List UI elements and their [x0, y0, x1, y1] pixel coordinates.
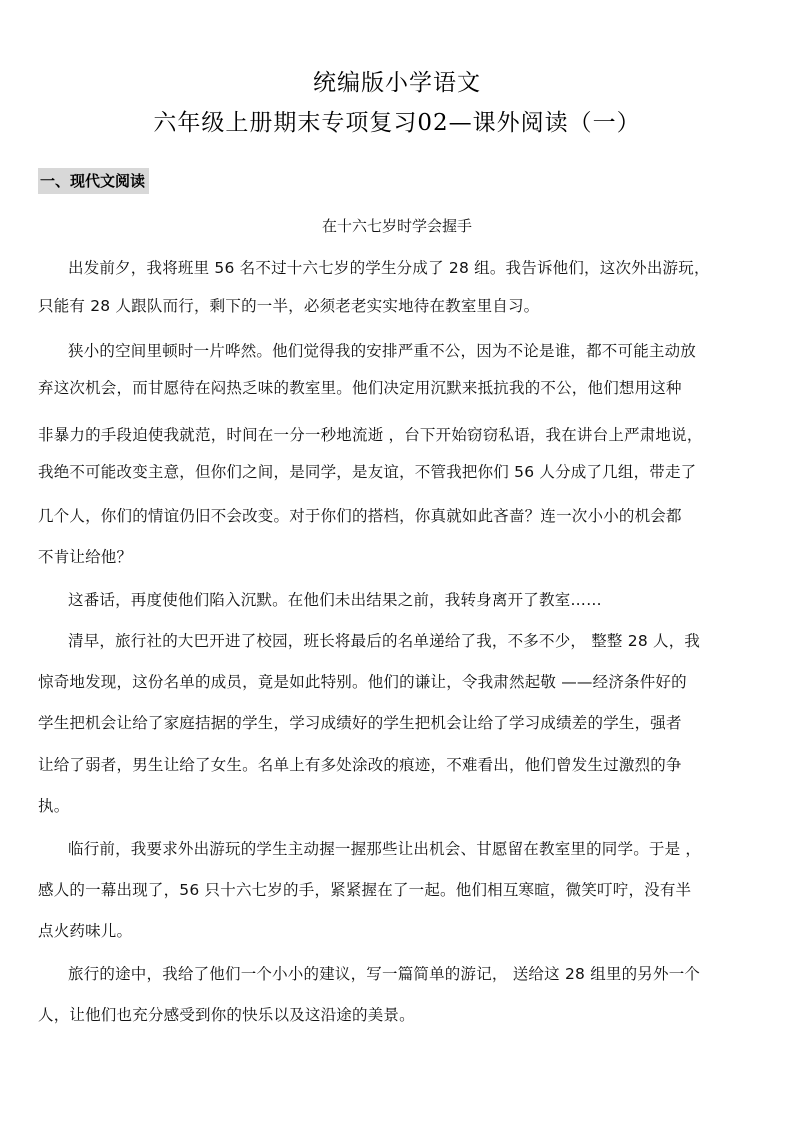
text-line: 几个人，你们的情谊仍旧不会改变。对于你们的搭档，你真就如此吝啬？连一次小小的机会都: [38, 507, 682, 525]
text-line: 人，让他们也充分感受到你的快乐以及这沿途的美景。: [38, 1006, 415, 1024]
text-line: 惊奇地发现，这份名单的成员，竟是如此特别。他们的谦让，令我肃然起敬 ——经济条件好的: [38, 673, 687, 691]
text-line: 清早，旅行社的大巴开进了校园，班长将最后的名单递给了我，不多不少， 整整 28 人，我: [68, 632, 701, 650]
text-line: 不肯让给他？: [38, 548, 133, 566]
text-line: 临行前，我要求外出游玩的学生主动握一握那些让出机会、甘愿留在教室里的同学。于是 ，: [68, 840, 702, 858]
article-title: 在十六七岁时学会握手: [321, 217, 472, 235]
text-line: 狭小的空间里顿时一片哗然。他们觉得我的安排严重不公，因为不论是谁，都不可能主动放: [68, 342, 697, 360]
section-heading: 一、现代文阅读: [38, 168, 149, 194]
text-line: 这番话，再度使他们陷入沉默。在他们未出结果之前，我转身离开了教室……: [68, 591, 602, 609]
document-title: 统编版小学语文: [313, 70, 481, 96]
text-line: 出发前夕，我将班里 56 名不过十六七岁的学生分成了 28 组。我告诉他们，这次外出游玩，: [68, 259, 710, 277]
text-line: 执。: [38, 797, 70, 815]
text-line: 感人的一幕出现了，56 只十六七岁的手，紧紧握在了一起。他们相互寒暄，微笑叮咛，没有半: [38, 881, 692, 899]
text-line: 弃这次机会，而甘愿待在闷热乏味的教室里。他们决定用沉默来抵抗我的不公，他们想用这种: [38, 379, 682, 397]
text-line: 让给了弱者，男生让给了女生。名单上有多处涂改的痕迹，不难看出，他们曾发生过激烈的争: [38, 756, 682, 774]
text-line: 只能有 28 人跟队而行，剩下的一半，必须老老实实地待在教室里自习。: [38, 297, 540, 315]
text-line: 旅行的途中，我给了他们一个小小的建议，写一篇简单的游记， 送给这 28 组里的另外一个: [68, 965, 701, 983]
text-line: 我绝不可能改变主意，但你们之间，是同学，是友谊，不管我把你们 56 人分成了几组，带走了: [38, 463, 697, 481]
document-subtitle: 六年级上册期末专项复习02—课外阅读（一）: [153, 110, 641, 136]
text-line: 点火药味儿。: [38, 922, 133, 940]
text-line: 学生把机会让给了家庭拮据的学生，学习成绩好的学生把机会让给了学习成绩差的学生，强者: [38, 714, 682, 732]
text-line: 非暴力的手段迫使我就范，时间在一分一秒地流逝 ，台下开始窃窃私语，我在讲台上严肃地说，: [38, 426, 703, 444]
